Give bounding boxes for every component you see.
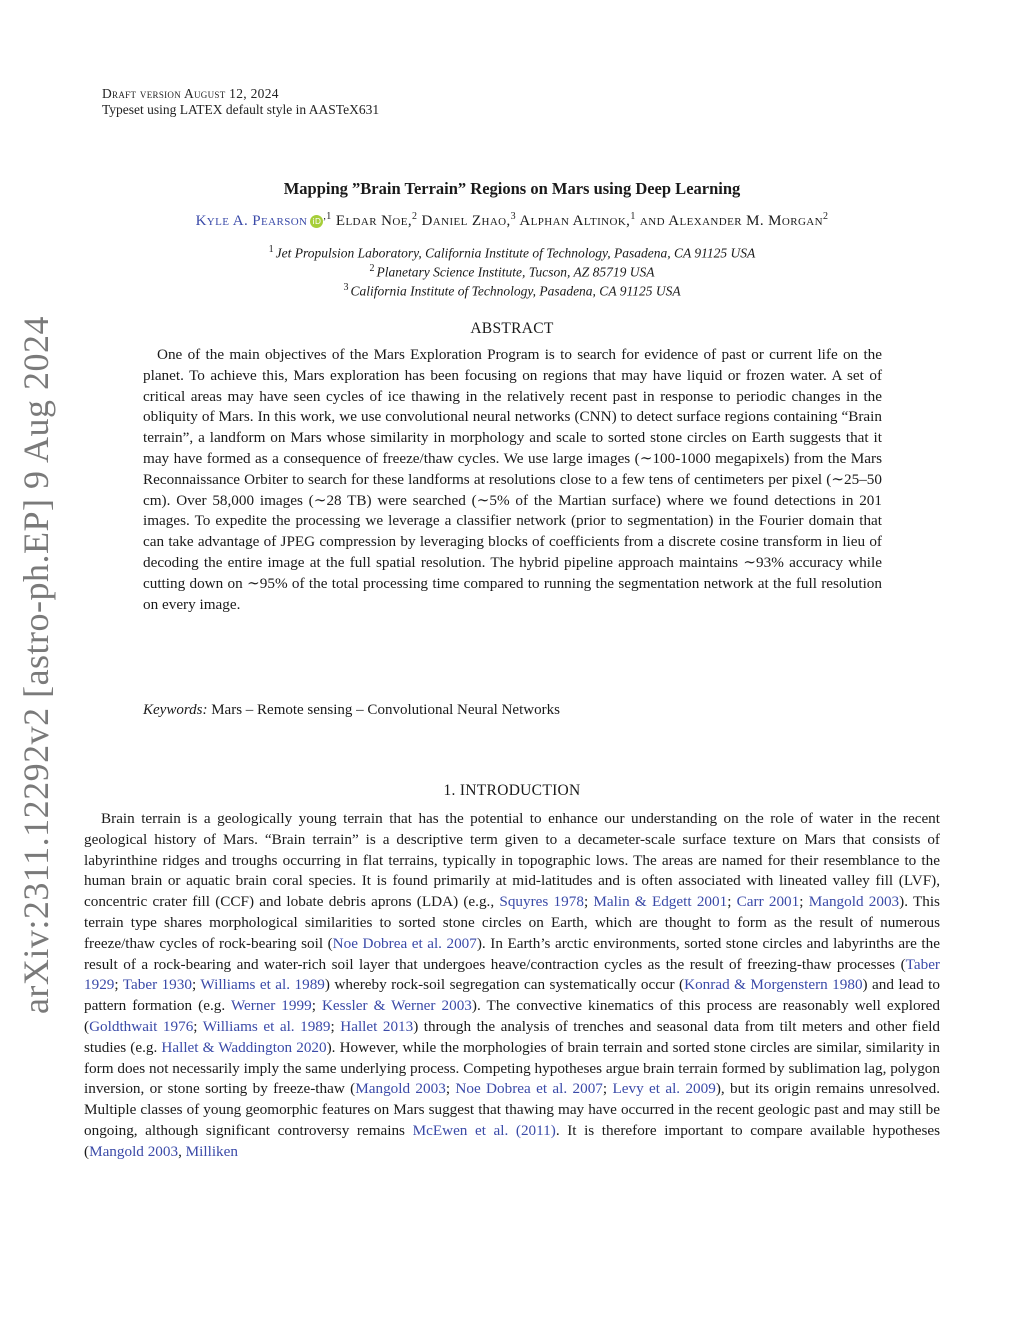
introduction-paragraph [84,809,940,1163]
draft-version: Draft version August 12, 2024 [102,86,279,101]
citation-link[interactable]: Mangold 2003 [355,1080,446,1098]
intro-text: ) whereby rock-soil segregation can systematically occur ( [324,976,685,994]
citation-link[interactable]: Hallet & Waddington 2020 [161,1038,327,1056]
intro-text: ) and lead to pattern formation (e.g. [84,976,940,1015]
abstract-heading: ABSTRACT [470,320,554,337]
orcid-icon[interactable]: iD [312,217,322,226]
affiliation-text: California Institute of Technology, Pasadena, CA 91125 USA [350,283,681,299]
intro-text: ) through the analysis of trenches and seasonal data from tilt meters and other field studies (e.g. [84,1017,941,1056]
citation-link[interactable]: Milliken [185,1142,238,1160]
citation-link[interactable]: Kessler & Werner 2003 [321,997,472,1015]
section-heading-introduction: 1. INTRODUCTION [443,782,581,799]
author-morgan: and Alexander M. Morgan [639,213,823,229]
author-affil-sup: 2 [411,211,418,222]
intro-separator: ; [330,1017,341,1035]
author-pearson[interactable]: Kyle A. Pearson [195,213,308,229]
author-noe: Eldar Noe, [335,213,412,229]
keywords-text: Mars – Remote sensing – Convolutional Neural Networks [211,702,560,718]
citation-link[interactable]: Williams et al. 1989 [200,976,325,994]
arxiv-identifier: arXiv:2311.12292v2 [astro-ph.EP] 9 Aug 2024 [16,315,56,1015]
author-affil-sup: 1 [630,211,636,222]
affiliation-number: 2 [369,263,375,274]
intro-separator: , [178,1142,186,1160]
citation-link[interactable]: Malin & Edgett 2001 [593,893,728,911]
author-affil-sup: ,1 [323,211,332,222]
intro-text: ), but its origin remains unresolved. Multiple classes of young geomorphic features on Mars suggest that thawing may have occurred in the recent geologic past and may still be ongoing, although significant controversy remains [84,1080,940,1139]
keywords-line [143,702,560,719]
abstract-body: One of the main objectives of the Mars Exploration Program is to search for evidence of past or current life on the planet. To achieve this, Mars exploration has been focusing on regions that may have liquid or frozen water. A set of critical areas may have seen cycles of ice thawing in the relatively recent past in response to periodic changes in the obliquity of Mars. In this work, we use convolutional neural networks (CNN) to detect surface regions containing “Brain terrain”, a landform on Mars whose similarity in morphology and scale to sorted stone circles on Earth suggests that it may have formed as a consequence of freeze/thaw cycles. We use large images (∼100-1000 megapixels) from the Mars Reconnaissance Orbiter to search for these landforms at resolutions close to a few tens of centimeters per pixel (∼25–50 cm). Over 58,000 images (∼28 TB) were searched (∼5% of the Martian surface) where we found detections in 201 images. To expedite the processing we leverage a classifier network (prior to segmentation) in the Fourier domain that can take advantage of JPEG compression by leveraging blocks of coefficients from a discrete cosine transform in lieu of decoding the entire image at the full spatial resolution. The hybrid pipeline approach maintains ∼93% accuracy while cutting down on ∼95% of the total processing time compared to running the segmentation network at the full resolution on every image. [143,346,882,613]
paper-title: Mapping ”Brain Terrain” Regions on Mars using Deep Learning [283,179,741,198]
intro-text: ). In Earth’s arctic environments, sorted stone circles and labyrinths are the result of a rock-bearing and water-rich soil layer that undergoes heave/contraction cycles as the result of freezing-thaw processes ( [84,934,940,973]
citation-link[interactable]: Noe Dobrea et al. 2007 [332,934,477,952]
affiliation-text: Jet Propulsion Laboratory, California Institute of Technology, Pasadena, CA 91125 USA [275,245,756,261]
affiliation-3 [0,282,1024,300]
intro-text: ). However, while the morphologies of brain terrain and sorted stone circles are similar, similarity in form does not necessarily imply the same underlying process. Competing hypotheses argue brain terrain formed by sublimation lag, polygon inversion, or stone sorting by freeze-thaw ( [84,1038,940,1098]
arxiv-sidebar [10,315,62,1015]
citation-link[interactable]: Taber 1929 [84,955,940,994]
keywords-label: Keywords: [143,702,208,718]
citation-link[interactable]: Levy et al. 2009 [612,1080,716,1098]
author-zhao: Daniel Zhao, [421,213,511,229]
intro-separator: ; [799,893,809,911]
intro-separator: ; [602,1080,613,1098]
affiliation-text: Planetary Science Institute, Tucson, AZ 85719 USA [376,264,655,280]
intro-separator: ; [583,893,594,911]
intro-text: ). The convective kinematics of this process are reasonably well explored ( [84,997,940,1035]
intro-text: Brain terrain is a geologically young terrain that has the potential to enhance our understanding on the role of water in the recent geological history of Mars. “Brain terrain” is a descriptive term given to a decameter-scale surface texture on Mars that consists of labyrinthine ridges and troughs occurring in flat terrains, typically in topographic lows. The areas are named for their resemblance to the human brain or aquatic brain coral species. It is found primarily at mid-latitudes and is often associated with lineated valley fill (LVF), concentric crater fill (CCF) and lobate debris aprons (LDA) (e.g., [84,810,940,911]
intro-separator: ; [114,976,123,994]
author-affil-sup: 2 [823,211,829,222]
header-note [102,86,379,118]
intro-separator: ; [727,893,737,911]
citation-link[interactable]: McEwen et al. (2011) [412,1121,556,1139]
citation-link[interactable]: Goldthwait 1976 [89,1017,194,1035]
affiliation-2 [0,263,1024,281]
affiliation-number: 3 [343,282,349,293]
affiliation-number: 1 [268,244,274,255]
intro-text: . It is therefore important to compare available hypotheses ( [84,1121,941,1160]
citation-link[interactable]: Werner 1999 [230,997,312,1015]
intro-text: ). This terrain type shares morphological similarities to sorted stone circles on Earth, which are thought to form as the result of numerous freeze/thaw cycles of rock-bearing soil ( [84,893,940,952]
citation-link[interactable]: Konrad & Morgenstern 1980 [684,976,863,994]
intro-separator: ; [191,976,201,994]
intro-separator: ; [193,1017,203,1035]
citation-link[interactable]: Hallet 2013 [340,1017,414,1035]
author-list [0,211,1024,230]
citation-link[interactable]: Williams et al. 1989 [202,1017,331,1035]
author-affil-sup: 3 [510,211,517,222]
citation-link[interactable]: Mangold 2003 [89,1142,179,1160]
intro-separator: ; [311,997,322,1015]
author-altinok: Alphan Altinok, [519,213,631,229]
citation-link[interactable]: Squyres 1978 [499,893,584,911]
citation-link[interactable]: Noe Dobrea et al. 2007 [455,1080,603,1098]
intro-separator: ; [445,1080,456,1098]
citation-link[interactable]: Mangold 2003 [808,893,900,911]
affiliation-1 [0,244,1024,262]
citation-link[interactable]: Taber 1930 [122,976,192,994]
citation-link[interactable]: Carr 2001 [736,893,800,911]
typeset-note: Typeset using LATEX default style in AASTeX631 [102,102,380,117]
